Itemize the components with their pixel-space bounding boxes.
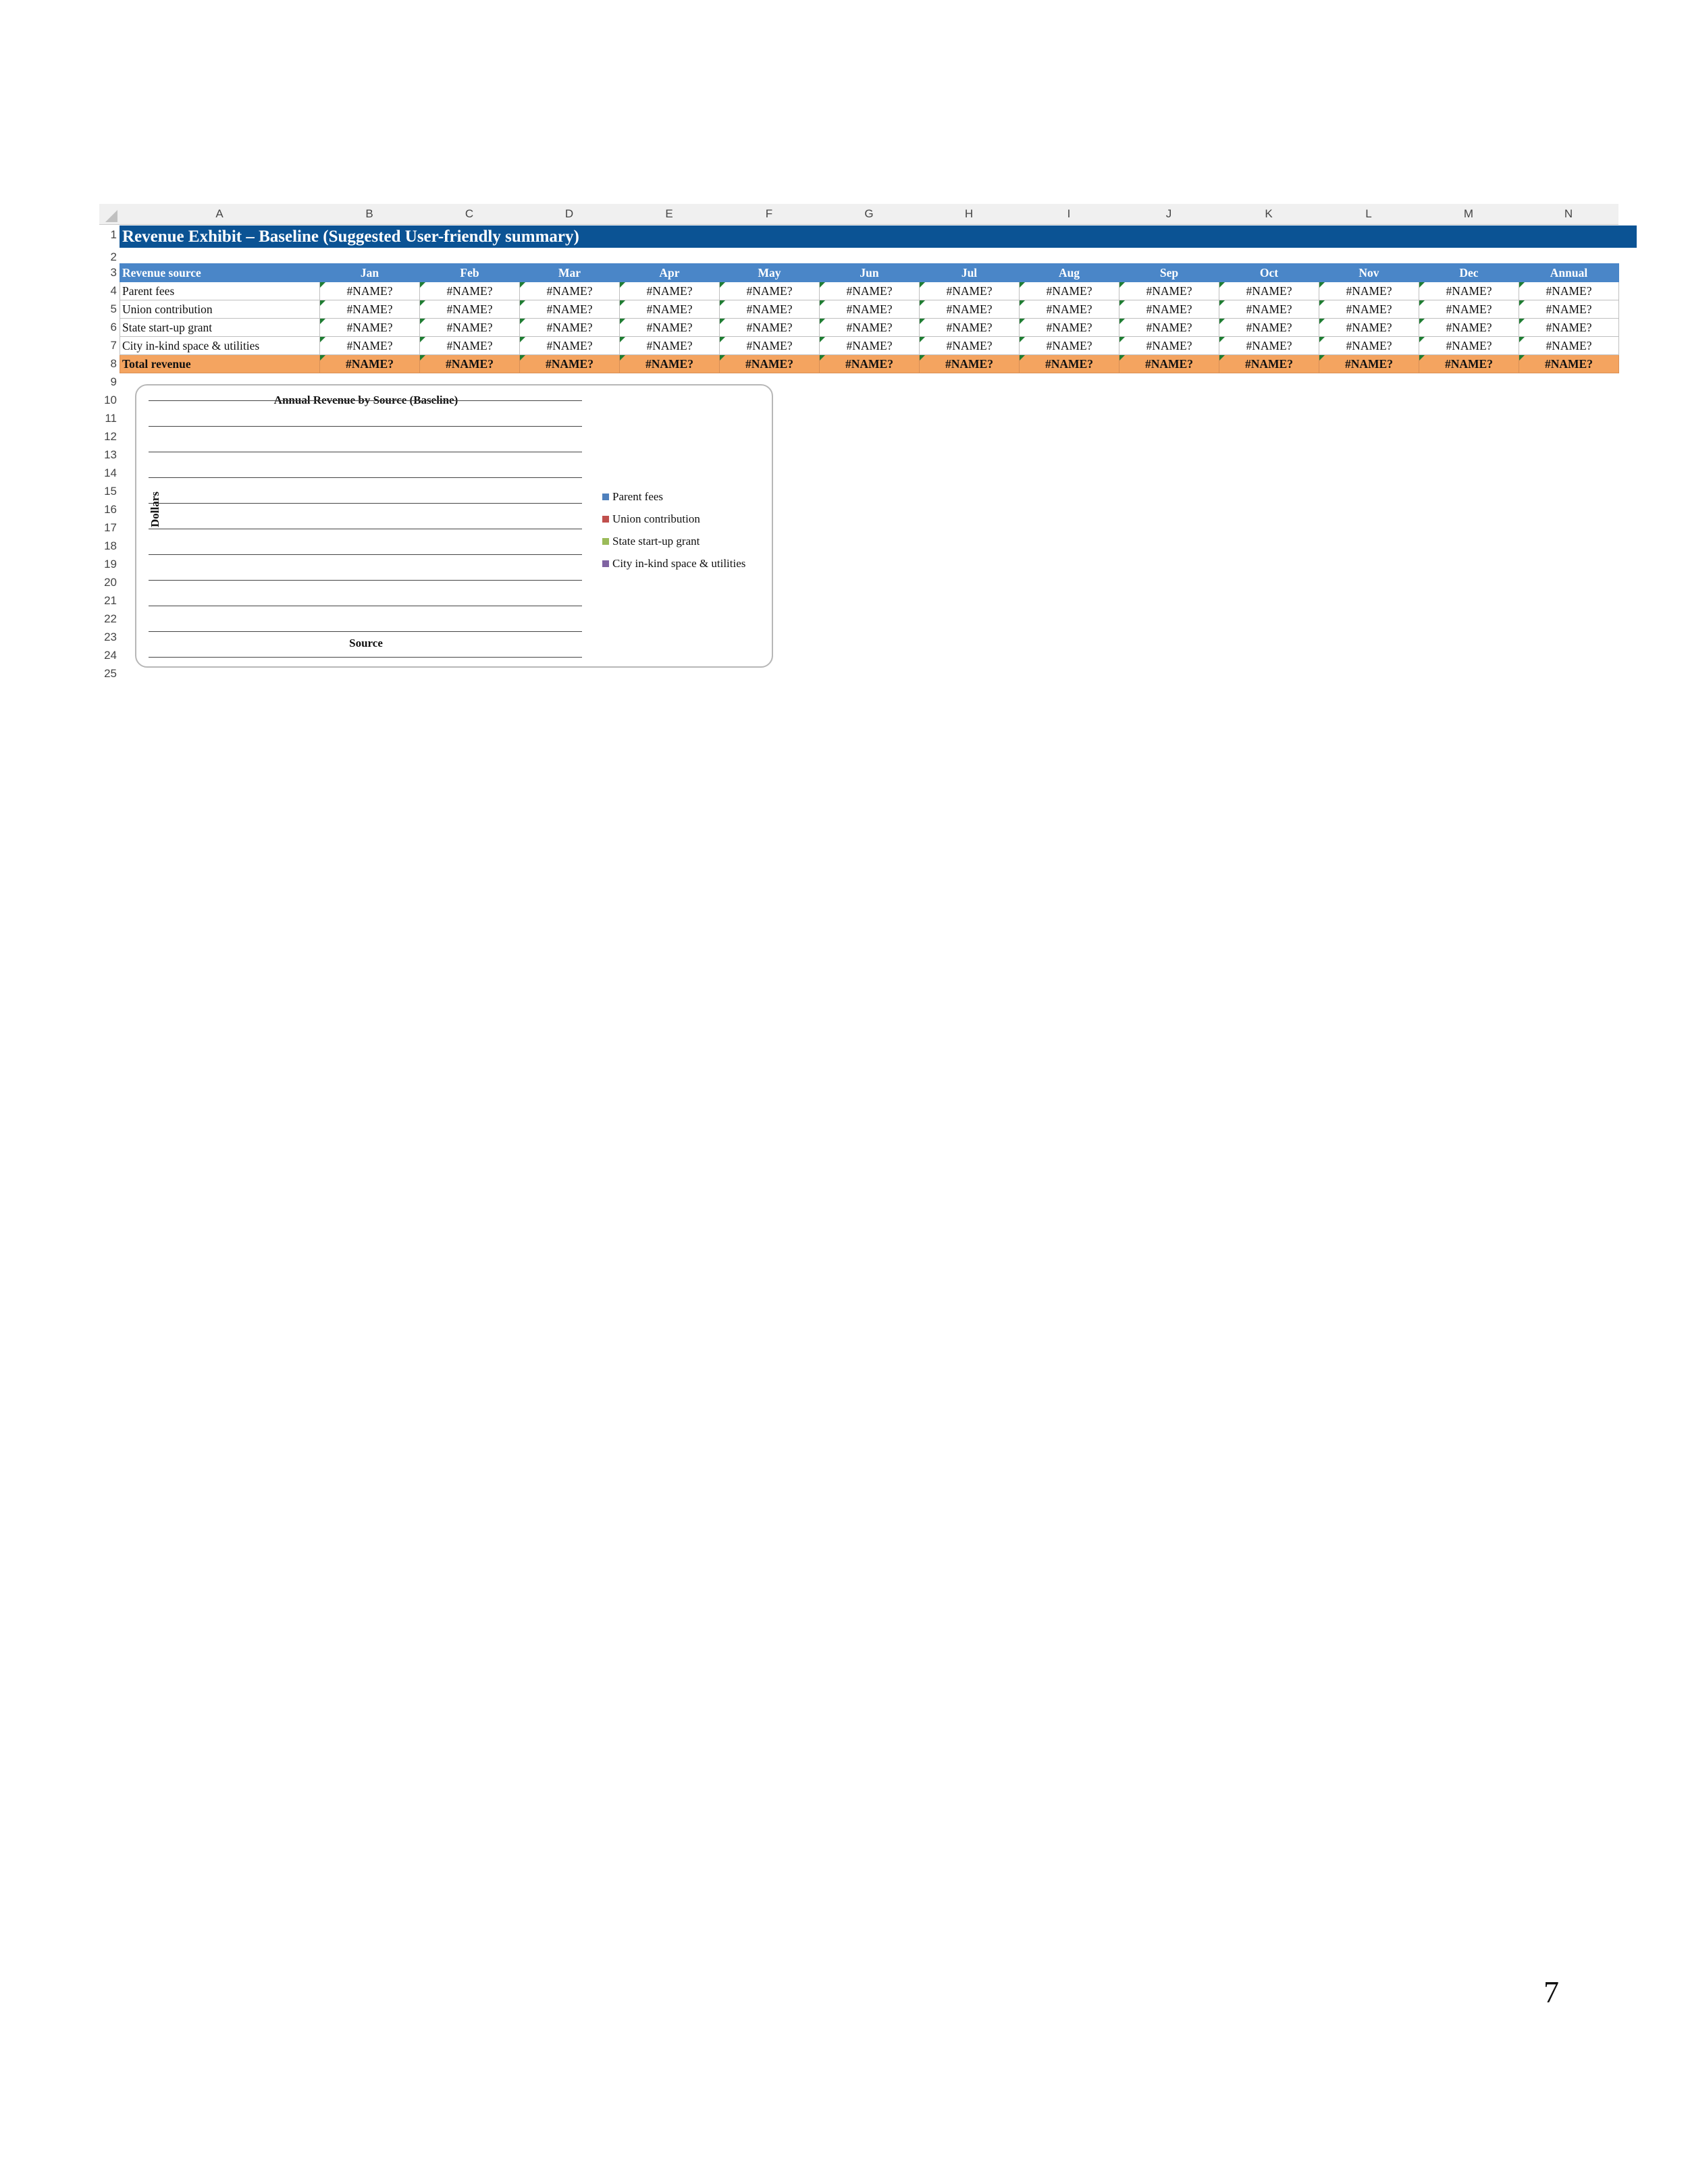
column-header-g[interactable]: G: [819, 204, 919, 225]
row-header[interactable]: 12: [99, 427, 120, 446]
total-value-cell[interactable]: #NAME?: [520, 355, 620, 373]
legend-swatch: [602, 516, 609, 523]
row-header[interactable]: 3: [99, 263, 120, 282]
gridline: [149, 400, 582, 401]
gridline: [149, 631, 582, 632]
total-value-cell[interactable]: #NAME?: [1419, 355, 1519, 373]
table-header-cell[interactable]: Revenue source: [120, 264, 320, 282]
value-cell[interactable]: #NAME?: [420, 282, 520, 300]
select-all-corner[interactable]: [99, 204, 120, 225]
value-cell[interactable]: #NAME?: [1219, 337, 1319, 355]
value-cell[interactable]: #NAME?: [1020, 300, 1119, 319]
value-cell[interactable]: #NAME?: [1119, 319, 1219, 337]
row-header[interactable]: 24: [99, 646, 120, 664]
value-cell[interactable]: #NAME?: [720, 319, 820, 337]
value-cell[interactable]: #NAME?: [320, 282, 420, 300]
column-header-e[interactable]: E: [619, 204, 719, 225]
total-value-cell[interactable]: #NAME?: [820, 355, 920, 373]
value-cell[interactable]: #NAME?: [1519, 319, 1619, 337]
value-cell[interactable]: #NAME?: [1519, 300, 1619, 319]
table-header-cell[interactable]: May: [720, 264, 820, 282]
value-cell[interactable]: #NAME?: [1419, 282, 1519, 300]
value-cell[interactable]: #NAME?: [620, 282, 720, 300]
table-header-cell[interactable]: Dec: [1419, 264, 1519, 282]
table-row: [120, 282, 1619, 300]
total-value-cell[interactable]: #NAME?: [1219, 355, 1319, 373]
value-cell[interactable]: #NAME?: [720, 300, 820, 319]
value-cell[interactable]: #NAME?: [1319, 300, 1419, 319]
row-header[interactable]: 23: [99, 628, 120, 646]
total-value-cell[interactable]: #NAME?: [420, 355, 520, 373]
value-cell[interactable]: #NAME?: [1419, 300, 1519, 319]
value-cell[interactable]: #NAME?: [1519, 337, 1619, 355]
revenue-table: [120, 263, 1619, 373]
value-cell[interactable]: #NAME?: [520, 319, 620, 337]
legend-label: State start-up grant: [612, 534, 700, 548]
row-label-cell[interactable]: State start-up grant: [120, 319, 320, 337]
legend-item: [602, 530, 745, 552]
row-header[interactable]: 8: [99, 354, 120, 373]
column-header-i[interactable]: I: [1019, 204, 1119, 225]
value-cell[interactable]: #NAME?: [1119, 337, 1219, 355]
legend-label: Union contribution: [612, 512, 700, 525]
column-header-d[interactable]: D: [519, 204, 619, 225]
total-value-cell[interactable]: #NAME?: [1519, 355, 1619, 373]
row-header[interactable]: 19: [99, 555, 120, 573]
value-cell[interactable]: #NAME?: [1219, 282, 1319, 300]
value-cell[interactable]: #NAME?: [420, 300, 520, 319]
row-header[interactable]: 11: [99, 409, 120, 427]
table-header-cell[interactable]: Aug: [1020, 264, 1119, 282]
value-cell[interactable]: #NAME?: [1419, 337, 1519, 355]
gridline: [149, 426, 582, 427]
column-header-a[interactable]: A: [120, 204, 319, 225]
value-cell[interactable]: #NAME?: [820, 319, 920, 337]
row-header[interactable]: 17: [99, 518, 120, 537]
value-cell[interactable]: #NAME?: [1119, 300, 1219, 319]
value-cell[interactable]: #NAME?: [820, 337, 920, 355]
table-row: [120, 319, 1619, 337]
legend-swatch: [602, 538, 609, 545]
x-axis-label: Source: [349, 637, 383, 649]
column-header-n[interactable]: N: [1519, 204, 1618, 225]
total-label-cell[interactable]: Total revenue: [120, 355, 320, 373]
total-value-cell[interactable]: #NAME?: [920, 355, 1020, 373]
value-cell[interactable]: #NAME?: [820, 282, 920, 300]
page-number: 7: [1544, 1975, 1559, 2009]
row-header[interactable]: 9: [99, 373, 120, 391]
value-cell[interactable]: #NAME?: [1020, 282, 1119, 300]
row-header[interactable]: 14: [99, 464, 120, 482]
table-header-cell[interactable]: Sep: [1119, 264, 1219, 282]
legend-item: [602, 552, 745, 575]
column-header-k[interactable]: K: [1219, 204, 1319, 225]
value-cell[interactable]: #NAME?: [620, 300, 720, 319]
value-cell[interactable]: #NAME?: [1119, 282, 1219, 300]
value-cell[interactable]: #NAME?: [1020, 319, 1119, 337]
table-header-cell[interactable]: Jun: [820, 264, 920, 282]
legend-item: [602, 508, 745, 530]
value-cell[interactable]: #NAME?: [1020, 337, 1119, 355]
row-header[interactable]: 18: [99, 537, 120, 555]
row-header[interactable]: 5: [99, 300, 120, 318]
value-cell[interactable]: #NAME?: [920, 300, 1020, 319]
column-header-m[interactable]: M: [1419, 204, 1519, 225]
column-header-j[interactable]: J: [1119, 204, 1219, 225]
value-cell[interactable]: #NAME?: [1219, 300, 1319, 319]
value-cell[interactable]: #NAME?: [320, 337, 420, 355]
value-cell[interactable]: #NAME?: [920, 282, 1020, 300]
table-row: [120, 337, 1619, 355]
value-cell[interactable]: #NAME?: [820, 300, 920, 319]
value-cell[interactable]: #NAME?: [320, 319, 420, 337]
value-cell[interactable]: #NAME?: [1319, 282, 1419, 300]
gridline: [149, 554, 582, 555]
row-header[interactable]: 10: [99, 391, 120, 409]
row-header[interactable]: 2: [99, 248, 120, 266]
total-value-cell[interactable]: #NAME?: [720, 355, 820, 373]
row-header[interactable]: 13: [99, 446, 120, 464]
value-cell[interactable]: #NAME?: [1319, 337, 1419, 355]
revenue-chart[interactable]: [135, 384, 773, 668]
row-header[interactable]: 15: [99, 482, 120, 500]
value-cell[interactable]: #NAME?: [320, 300, 420, 319]
row-label-cell[interactable]: City in-kind space & utilities: [120, 337, 320, 355]
value-cell[interactable]: #NAME?: [1519, 282, 1619, 300]
table-header-cell[interactable]: Nov: [1319, 264, 1419, 282]
legend-label: City in-kind space & utilities: [612, 556, 746, 570]
row-header[interactable]: 21: [99, 591, 120, 610]
legend-label: Parent fees: [612, 489, 664, 503]
value-cell[interactable]: #NAME?: [920, 337, 1020, 355]
sheet-title[interactable]: Revenue Exhibit – Baseline (Suggested User-friendly summary): [120, 225, 1637, 248]
value-cell[interactable]: #NAME?: [1319, 319, 1419, 337]
total-value-cell[interactable]: #NAME?: [1020, 355, 1119, 373]
value-cell[interactable]: #NAME?: [420, 337, 520, 355]
table-header-cell[interactable]: Annual: [1519, 264, 1619, 282]
column-header-h[interactable]: H: [919, 204, 1019, 225]
column-header-l[interactable]: L: [1319, 204, 1419, 225]
table-header-cell[interactable]: Jul: [920, 264, 1020, 282]
value-cell[interactable]: #NAME?: [620, 319, 720, 337]
gridline: [149, 657, 582, 658]
legend-swatch: [602, 560, 609, 567]
table-row: [120, 300, 1619, 319]
legend-swatch: [602, 494, 609, 500]
row-header[interactable]: 4: [99, 282, 120, 300]
value-cell[interactable]: #NAME?: [520, 337, 620, 355]
row-header[interactable]: 25: [99, 664, 120, 683]
legend-item: [602, 485, 745, 508]
chart-legend: [602, 485, 745, 575]
gridline: [149, 503, 582, 504]
table-header-cell[interactable]: Oct: [1219, 264, 1319, 282]
value-cell[interactable]: #NAME?: [620, 337, 720, 355]
total-value-cell[interactable]: #NAME?: [620, 355, 720, 373]
chart-title: Annual Revenue by Source (Baseline): [273, 394, 458, 406]
row-header[interactable]: 16: [99, 500, 120, 518]
row-header[interactable]: 6: [99, 318, 120, 336]
value-cell[interactable]: #NAME?: [1419, 319, 1519, 337]
y-axis-label: Dollars: [149, 491, 161, 527]
gridline: [149, 477, 582, 478]
total-value-cell[interactable]: #NAME?: [1319, 355, 1419, 373]
column-header-b[interactable]: B: [319, 204, 419, 225]
row-label-cell[interactable]: Parent fees: [120, 282, 320, 300]
value-cell[interactable]: #NAME?: [520, 282, 620, 300]
total-value-cell[interactable]: #NAME?: [1119, 355, 1219, 373]
value-cell[interactable]: #NAME?: [1219, 319, 1319, 337]
row-label-cell[interactable]: Union contribution: [120, 300, 320, 319]
value-cell[interactable]: #NAME?: [520, 300, 620, 319]
value-cell[interactable]: #NAME?: [720, 337, 820, 355]
column-header-f[interactable]: F: [719, 204, 819, 225]
value-cell[interactable]: #NAME?: [420, 319, 520, 337]
table-header-cell[interactable]: Apr: [620, 264, 720, 282]
total-value-cell[interactable]: #NAME?: [320, 355, 420, 373]
value-cell[interactable]: #NAME?: [920, 319, 1020, 337]
value-cell[interactable]: #NAME?: [720, 282, 820, 300]
table-header-cell[interactable]: Jan: [320, 264, 420, 282]
column-header-c[interactable]: C: [419, 204, 519, 225]
total-row: [120, 355, 1619, 373]
row-header[interactable]: 20: [99, 573, 120, 591]
row-header[interactable]: 22: [99, 610, 120, 628]
table-header-cell[interactable]: Feb: [420, 264, 520, 282]
row-header[interactable]: 7: [99, 336, 120, 354]
gridline: [149, 580, 582, 581]
table-header-cell[interactable]: Mar: [520, 264, 620, 282]
row-header[interactable]: 1: [99, 225, 120, 244]
